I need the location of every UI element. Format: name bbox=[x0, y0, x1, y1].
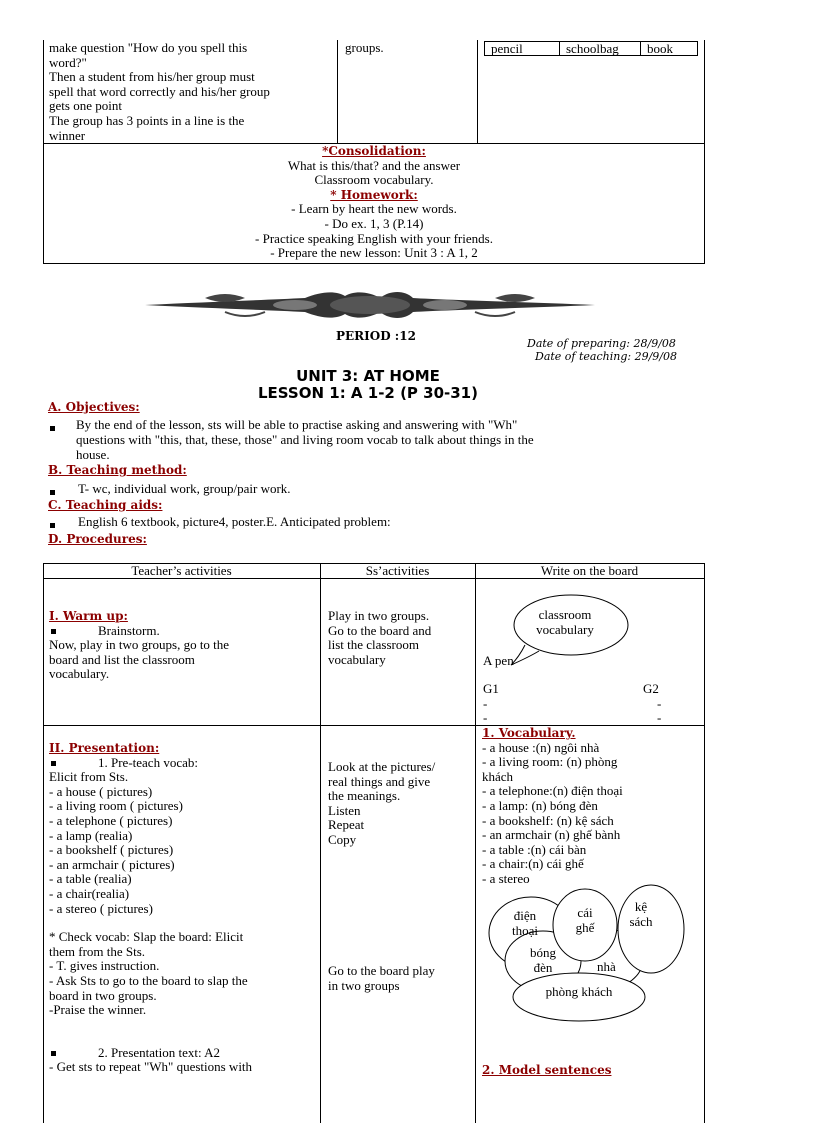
lesson-title: LESSON 1: A 1-2 (P 30-31) bbox=[258, 384, 478, 402]
presentation-students-cell-2 bbox=[328, 964, 435, 993]
vocab-line: - a chair:(n) cái ghế bbox=[482, 856, 584, 872]
presentation-teacher-cell bbox=[49, 741, 317, 1075]
unit-title: UNIT 3: AT HOME bbox=[296, 367, 440, 385]
text-line: them from the Sts. bbox=[49, 943, 146, 959]
homework-title: * Homework: bbox=[330, 187, 418, 202]
text-line: Go to the board and bbox=[328, 622, 432, 638]
a-pen-text: A pen bbox=[483, 653, 514, 668]
text-line: make question "How do you spell this bbox=[49, 40, 248, 55]
label-nha: nhà bbox=[597, 959, 616, 974]
text-line: Play in two groups. bbox=[328, 608, 430, 623]
text-line: * Check vocab: Slap the board: Elicit bbox=[49, 929, 244, 945]
text-line: gets one point bbox=[49, 98, 122, 114]
label-phong-khach: phòng khách bbox=[545, 984, 613, 999]
aids-text: English 6 textbook, picture4, poster.E. Anticipated problem: bbox=[78, 514, 391, 529]
text-line: - Practice speaking English with your friends. bbox=[255, 230, 493, 246]
model-sentences-title: 2. Model sentences bbox=[482, 1063, 612, 1077]
presentation-board-cell bbox=[482, 726, 702, 887]
word-book: book bbox=[647, 41, 673, 56]
header-board: Write on the board bbox=[540, 563, 639, 578]
aids-bullet bbox=[50, 517, 55, 532]
procedures-table bbox=[43, 563, 705, 1123]
top-mid-cell bbox=[345, 41, 384, 56]
text-line: in two groups bbox=[328, 977, 400, 993]
text-line: - a house ( pictures) bbox=[49, 783, 153, 799]
bubble-line: vocabulary bbox=[536, 621, 594, 637]
period-label: PERIOD :12 bbox=[336, 329, 416, 343]
text-line: Now, play in two groups, go to the bbox=[49, 637, 230, 653]
brainstorm-line: Brainstorm. bbox=[49, 624, 317, 639]
text-line: - Get sts to repeat "Wh" questions with bbox=[49, 1059, 253, 1075]
text-line: - Ask Sts to go to the board to slap the bbox=[49, 972, 248, 988]
objectives-text-cont bbox=[76, 433, 534, 462]
text-line: house. bbox=[76, 446, 110, 462]
vocabulary-title: 1. Vocabulary. bbox=[482, 726, 576, 740]
header-students: Ss’activities bbox=[365, 563, 430, 578]
vocab-line: - a telephone:(n) điện thoại bbox=[482, 783, 623, 799]
warmup-title: I. Warm up: bbox=[49, 609, 128, 623]
presentation-title: II. Presentation: bbox=[49, 741, 160, 755]
consolidation-block bbox=[43, 144, 705, 261]
text-line: - a lamp (realia) bbox=[49, 827, 133, 843]
dash: - bbox=[657, 696, 662, 711]
text-line: the meanings. bbox=[328, 788, 401, 804]
dash: - bbox=[483, 710, 488, 725]
aids-title: C. Teaching aids: bbox=[48, 498, 163, 512]
vocab-line: - a bookshelf: (n) kệ sách bbox=[482, 812, 614, 828]
text-line: - a telephone ( pictures) bbox=[49, 812, 173, 828]
text-line: Elicit from Sts. bbox=[49, 769, 129, 785]
label-dien-thoai: điện thoại bbox=[512, 908, 538, 938]
text-line: spell that word correctly and his/her group bbox=[49, 83, 270, 99]
bubble-line: classroom bbox=[538, 607, 592, 622]
text-line: board in two groups. bbox=[49, 987, 157, 1003]
objectives-title: A. Objectives: bbox=[48, 400, 140, 414]
date-preparing: Date of preparing: 28/9/08 bbox=[527, 337, 676, 350]
top-left-cell bbox=[49, 41, 335, 143]
method-bullet bbox=[50, 484, 55, 499]
text-line: -Praise the winner. bbox=[49, 1002, 147, 1018]
step2-line: 2. Presentation text: A2 bbox=[49, 1046, 317, 1061]
text-line: What is this/that? and the answer bbox=[287, 157, 461, 173]
text-line: winner bbox=[49, 127, 86, 143]
text-line: Repeat bbox=[328, 817, 365, 833]
word-box bbox=[484, 41, 698, 56]
text-line: Go to the board play bbox=[328, 963, 435, 978]
step1-line: 1. Pre-teach vocab: bbox=[49, 756, 317, 771]
text-line: - Do ex. 1, 3 (P.14) bbox=[324, 215, 424, 231]
date-teaching: Date of teaching: 29/9/08 bbox=[535, 350, 677, 363]
vocab-circles-diagram bbox=[485, 881, 707, 1027]
text-line: - Prepare the new lesson: Unit 3 : A 1, 2 bbox=[270, 245, 478, 261]
vocab-line: - a table :(n) cái bàn bbox=[482, 841, 587, 857]
warmup-students-cell bbox=[328, 609, 431, 667]
vocab-line: - a lamp: (n) bóng đèn bbox=[482, 797, 598, 813]
method-text: T- wc, individual work, group/pair work. bbox=[78, 481, 291, 496]
text-line: list the classroom bbox=[328, 637, 419, 653]
vocab-line: khách bbox=[482, 768, 514, 784]
text-line: Copy bbox=[328, 831, 357, 847]
text-line: - a bookshelf ( pictures) bbox=[49, 842, 174, 858]
text-line: questions with "this, that, these, those" and living room vocab to talk about things in the bbox=[76, 432, 534, 447]
top-table bbox=[43, 40, 705, 264]
text-line: The group has 3 points in a line is the bbox=[49, 112, 245, 128]
text-line: - a living room ( pictures) bbox=[49, 798, 183, 814]
word-schoolbag: schoolbag bbox=[560, 42, 641, 55]
word-pencil: pencil bbox=[485, 42, 560, 55]
vocab-line: - a living room: (n) phòng bbox=[482, 754, 618, 770]
dash: - bbox=[657, 710, 662, 725]
objectives-text bbox=[76, 418, 517, 433]
text-line: real things and give bbox=[328, 773, 431, 789]
ornament-divider bbox=[145, 288, 595, 322]
g2-label: G2 bbox=[643, 681, 659, 696]
text-line: Classroom vocabulary. bbox=[314, 172, 434, 188]
text-line: vocabulary bbox=[328, 651, 386, 667]
consolidation-title: *Consolidation: bbox=[322, 144, 426, 158]
vocab-line: - a stereo bbox=[482, 870, 530, 886]
warmup-teacher-cell bbox=[49, 609, 317, 682]
bubble-text bbox=[515, 608, 615, 637]
text-line: Then a student from his/her group must bbox=[49, 69, 255, 85]
header-teacher: Teacher’s activities bbox=[131, 563, 232, 578]
label-cai-ghe: cái ghế bbox=[575, 905, 595, 935]
text-line: - T. gives instruction. bbox=[49, 958, 160, 974]
g1-label: G1 bbox=[483, 681, 499, 696]
presentation-students-cell bbox=[328, 760, 435, 848]
text-line: - Learn by heart the new words. bbox=[291, 201, 457, 217]
vocab-line: - an armchair (n) ghế bành bbox=[482, 827, 621, 843]
text-line: Listen bbox=[328, 802, 361, 818]
groups-text: groups. bbox=[345, 40, 384, 55]
label-bong-den: bóng đèn bbox=[530, 945, 556, 975]
text-line: - a table (realia) bbox=[49, 871, 132, 887]
vocab-line: - a house :(n) ngôi nhà bbox=[482, 739, 600, 755]
dash: - bbox=[483, 696, 488, 711]
text-line: - a chair(realia) bbox=[49, 885, 130, 901]
text-line: board and list the classroom bbox=[49, 651, 195, 667]
text-line: Look at the pictures/ bbox=[328, 759, 436, 774]
text-line: vocabulary. bbox=[49, 666, 110, 682]
method-title: B. Teaching method: bbox=[48, 463, 187, 477]
text-line: word?" bbox=[49, 54, 87, 70]
text-line: - an armchair ( pictures) bbox=[49, 856, 175, 872]
objectives-bullet bbox=[50, 420, 55, 435]
label-ke-sach: kệ sách bbox=[629, 899, 653, 929]
text-line: By the end of the lesson, sts will be able to practise asking and answering with "Wh" bbox=[76, 417, 518, 432]
text-line: - a stereo ( pictures) bbox=[49, 900, 153, 916]
procedures-title: D. Procedures: bbox=[48, 532, 147, 546]
